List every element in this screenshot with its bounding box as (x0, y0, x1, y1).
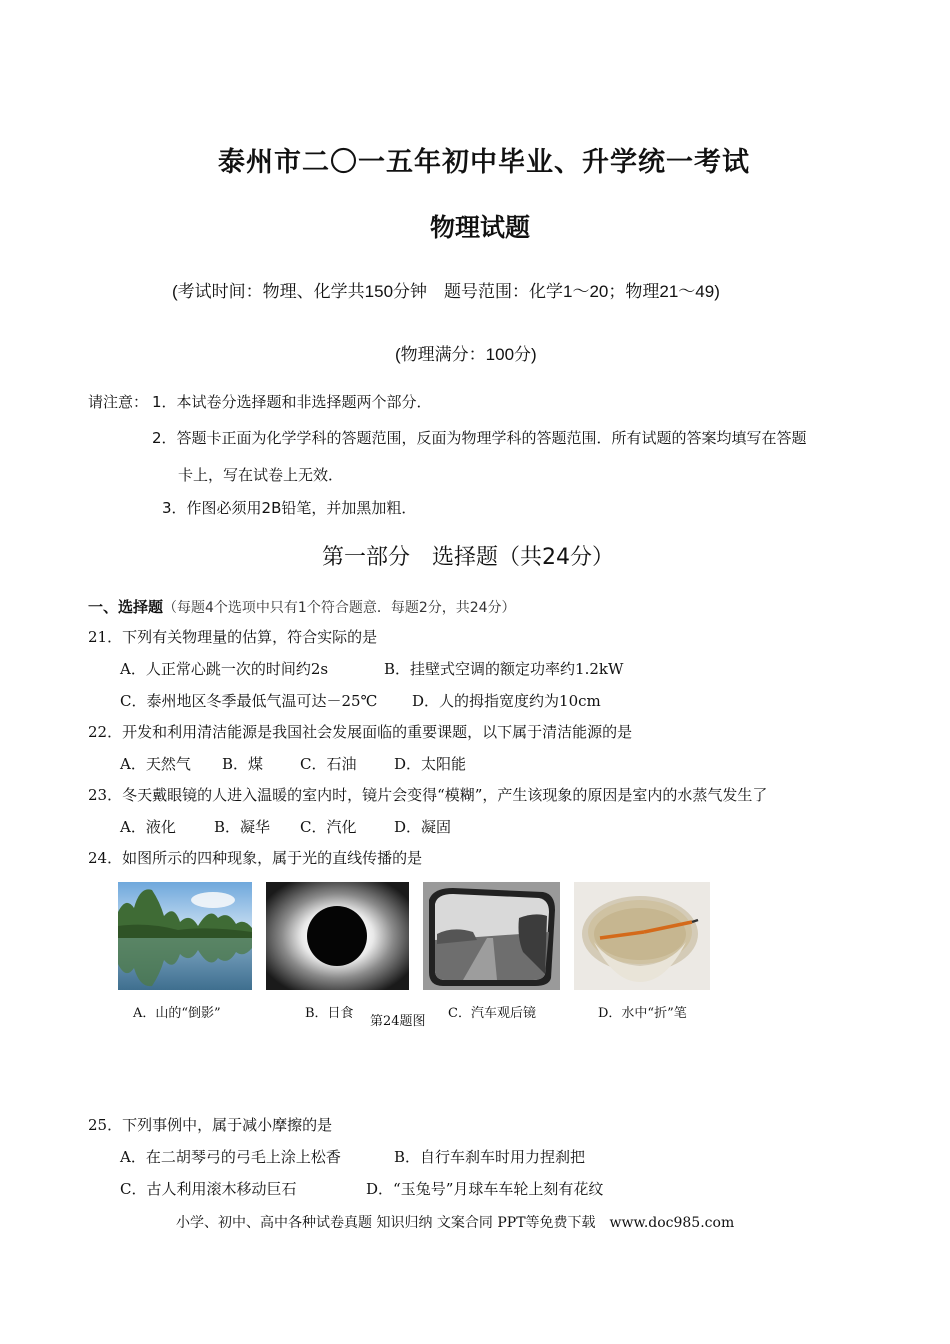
option-22b: B．煤 (222, 755, 264, 773)
section-instruction: （每题4个选项中只有1个符合题意．每题2分，共24分） (163, 600, 516, 616)
option-22d: D．太阳能 (394, 755, 467, 773)
option-22c: C．石油 (300, 755, 357, 773)
exam-info: (考试时间：物理、化学共150分钟 题号范围：化学1～20；物理21～49) (172, 282, 720, 301)
image-caption-c: C．汽车观后镜 (448, 1006, 536, 1021)
note-item: 卡上，写在试卷上无效． (178, 466, 344, 484)
part-title: 第一部分 选择题（共24分） (322, 545, 614, 570)
note-item: 2．答题卡正面为化学学科的答题范围，反面为物理学科的答题范围．所有试题的答案均填写在答题 (152, 429, 807, 447)
question-stem-25: 25．下列事例中，属于减小摩擦的是 (88, 1116, 333, 1134)
notes-label: 请注意： (88, 393, 149, 411)
solar-eclipse-photo (266, 882, 409, 990)
bent-pencil-photo (574, 882, 710, 990)
option-25c: C．古人利用滚木移动巨石 (120, 1180, 297, 1198)
option-21a: A．人正常心跳一次的时间约2s (120, 660, 329, 678)
option-25a: A．在二胡琴弓的弓毛上涂上松香 (120, 1148, 341, 1166)
image-caption-b: B．日食 (305, 1006, 354, 1021)
option-23c: C．汽化 (300, 818, 357, 836)
car-mirror-photo (423, 882, 560, 990)
footer-text: 小学、初中、高中各种试卷真题 知识归纳 文案合同 PPT等免费下载 www.doc985.com (176, 1215, 735, 1231)
option-21d: D．人的拇指宽度约为10cm (412, 692, 601, 710)
image-caption-a: A．山的“倒影” (133, 1006, 221, 1021)
option-22a: A．天然气 (120, 755, 191, 773)
question-stem-24: 24．如图所示的四种现象，属于光的直线传播的是 (88, 849, 423, 867)
note-item: 1．本试卷分选择题和非选择题两个部分． (152, 393, 432, 411)
question-stem-22: 22．开发和利用清洁能源是我国社会发展面临的重要课题，以下属于清洁能源的是 (88, 723, 633, 741)
page-title: 泰州市二〇一五年初中毕业、升学统一考试 (218, 147, 750, 178)
mountain-reflection-photo (118, 882, 252, 990)
page-subtitle: 物理试题 (430, 213, 531, 242)
option-23a: A．液化 (120, 818, 176, 836)
option-23b: B．凝华 (214, 818, 271, 836)
option-25d: D．“玉兔号”月球车车轮上刻有花纹 (366, 1180, 604, 1198)
option-21c: C．泰州地区冬季最低气温可达－25℃ (120, 692, 378, 710)
image-caption-d: D．水中“折”笔 (598, 1006, 687, 1021)
note-item: 3．作图必须用2B铅笔，并加黑加粗． (162, 499, 417, 517)
option-23d: D．凝固 (394, 818, 452, 836)
section-heading (88, 596, 516, 617)
full-score: (物理满分：100分) (395, 345, 537, 364)
section-heading-label: 一、选择题 (88, 598, 164, 616)
option-21b: B．挂壁式空调的额定功率约1.2kW (384, 660, 624, 678)
option-25b: B．自行车刹车时用力捏刹把 (394, 1148, 586, 1166)
question-stem-21: 21．下列有关物理量的估算，符合实际的是 (88, 628, 378, 646)
figure-caption: 第24题图 (370, 1014, 426, 1029)
question-stem-23: 23．冬天戴眼镜的人进入温暖的室内时，镜片会变得“模糊”，产生该现象的原因是室内的水蒸气发生了 (88, 786, 768, 804)
